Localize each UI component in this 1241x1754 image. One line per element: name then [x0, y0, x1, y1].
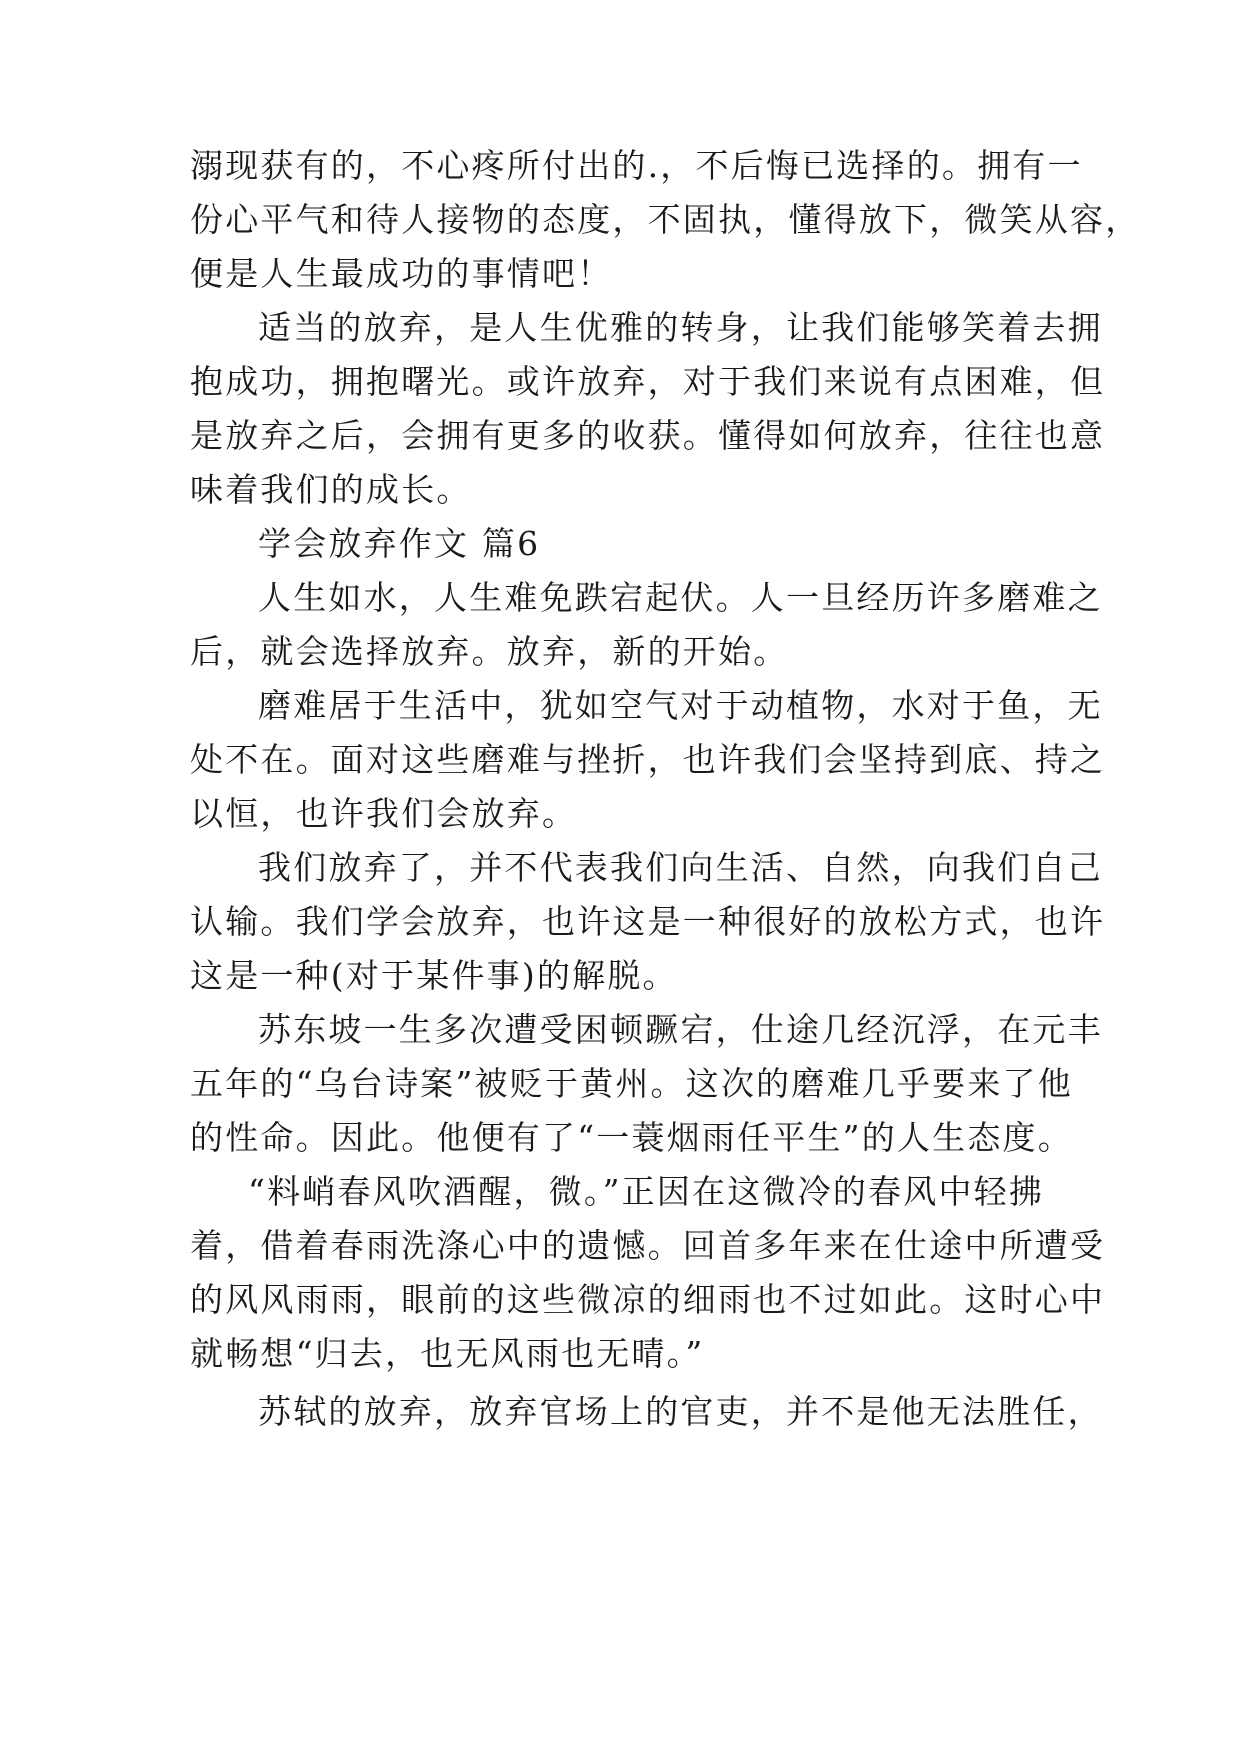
paragraph-line: 五年的“乌台诗案”被贬于黄州。这次的磨难几乎要来了他 [190, 1064, 1073, 1103]
paragraph-line: 认输。我们学会放弃，也许这是一种很好的放松方式，也许 [190, 902, 1106, 941]
paragraph-line: 苏轼的放弃，放弃官场上的官吏，并不是他无法胜任， [258, 1392, 1103, 1431]
paragraph-line: 抱成功，拥抱曙光。或许放弃，对于我们来说有点困难，但 [190, 362, 1106, 401]
paragraph-line: 苏东坡一生多次遭受困顿蹶宕，仕途几经沉浮，在元丰 [258, 1010, 1103, 1049]
paragraph-line: 这是一种(对于某件事)的解脱。 [190, 956, 678, 995]
paragraph-line: 就畅想“归去，也无风雨也无晴。” [190, 1334, 705, 1373]
paragraph-line: 的风风雨雨，眼前的这些微凉的细雨也不过如此。这时心中 [190, 1280, 1106, 1319]
paragraph-line: 我们放弃了，并不代表我们向生活、自然，向我们自己 [258, 848, 1103, 887]
paragraph-line: 以恒，也许我们会放弃。 [190, 794, 578, 833]
paragraph-line: 溺现获有的，不心疼所付出的.，不后悔已选择的。拥有一 [190, 146, 1083, 185]
paragraph-line: 后，就会选择放弃。放弃，新的开始。 [190, 632, 789, 671]
paragraph-line: “料峭春风吹酒醒，微。”正因在这微冷的春风中轻拂 [248, 1172, 1045, 1211]
section-heading: 学会放弃作文 篇6 [258, 524, 541, 563]
paragraph-line: 人生如水，人生难免跌宕起伏。人一旦经历许多磨难之 [258, 578, 1103, 617]
paragraph-line: 味着我们的成长。 [190, 470, 472, 509]
paragraph-line: 便是人生最成功的事情吧！ [190, 254, 613, 293]
paragraph-line: 是放弃之后，会拥有更多的收获。懂得如何放弃，往往也意 [190, 416, 1106, 455]
paragraph-line: 着，借着春雨洗涤心中的遗憾。回首多年来在仕途中所遭受 [190, 1226, 1106, 1265]
paragraph-line: 的性命。因此。他便有了“一蓑烟雨任平生”的人生态度。 [190, 1118, 1073, 1157]
paragraph-line: 份心平气和待人接物的态度，不固执，懂得放下，微笑从容， [190, 200, 1141, 239]
paragraph-line: 磨难居于生活中，犹如空气对于动植物，水对于鱼，无 [258, 686, 1103, 725]
paragraph-line: 处不在。面对这些磨难与挫折，也许我们会坚持到底、持之 [190, 740, 1106, 779]
paragraph-line: 适当的放弃，是人生优雅的转身，让我们能够笑着去拥 [258, 308, 1103, 347]
